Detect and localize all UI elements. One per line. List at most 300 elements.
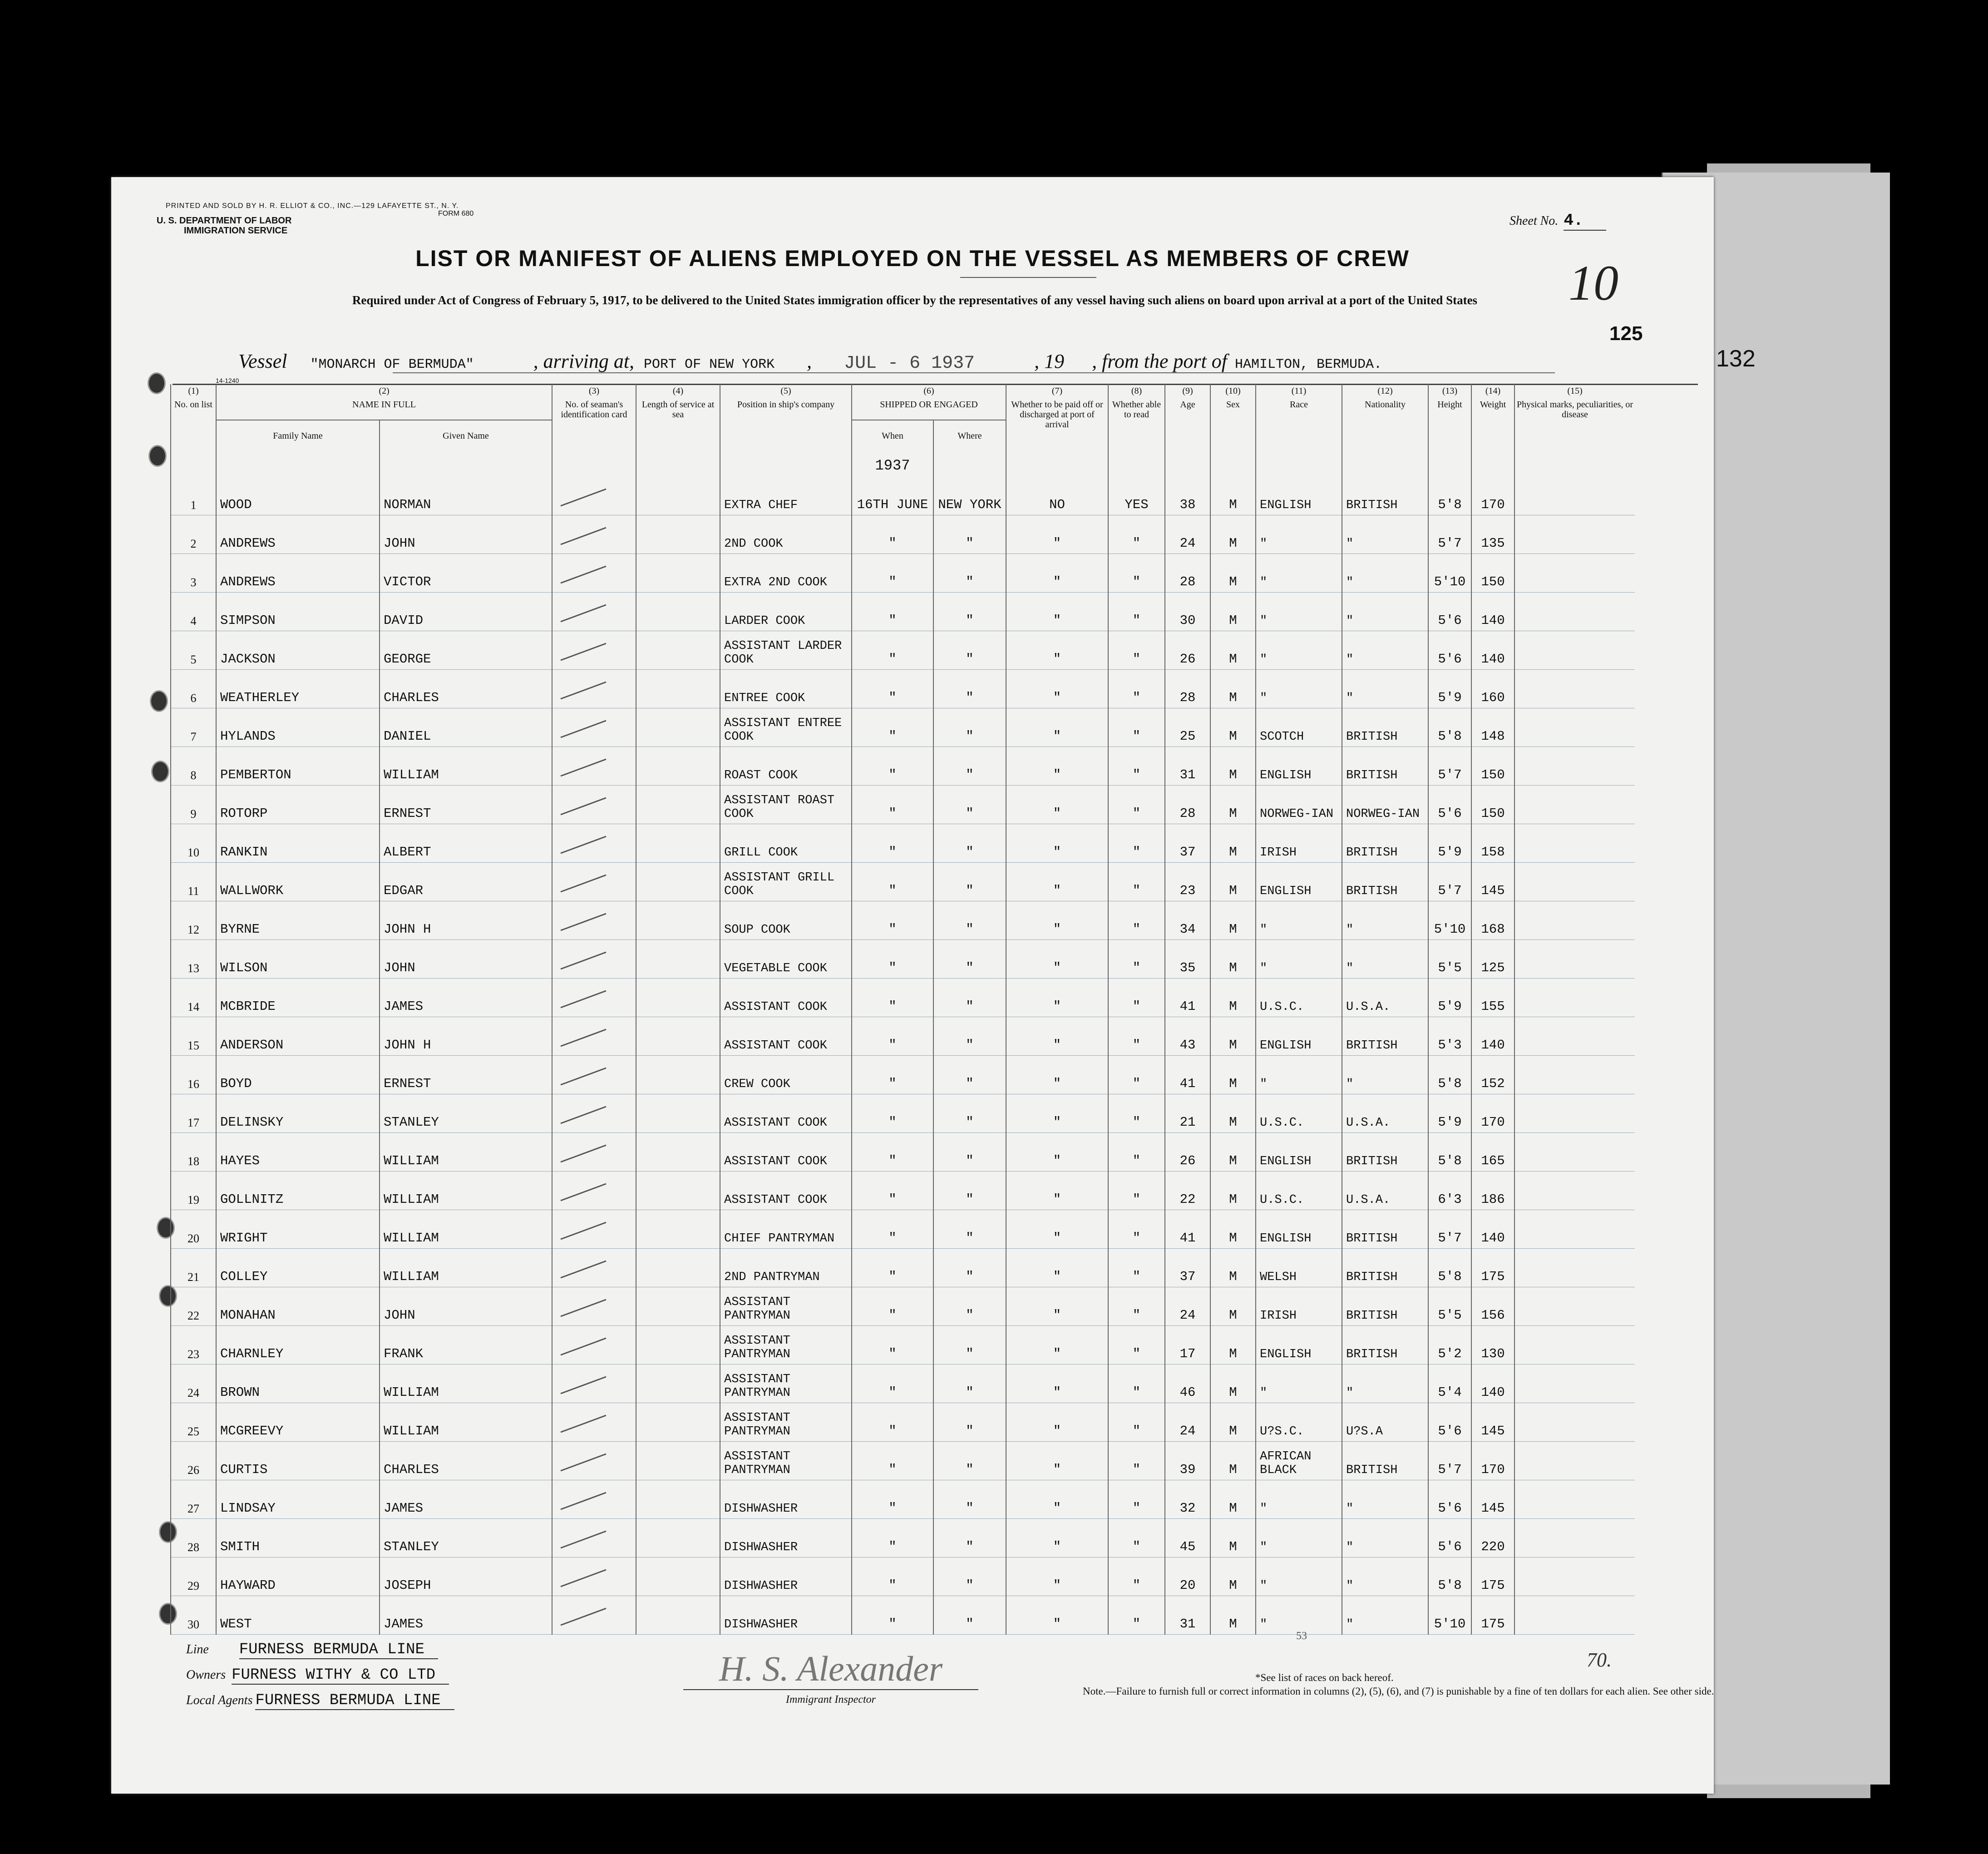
race-cell: U.S.C. bbox=[1256, 979, 1342, 1017]
sex-cell: M bbox=[1210, 1210, 1256, 1249]
able-read-cell: " bbox=[1108, 708, 1165, 747]
position-cell: ASSISTANT COOK bbox=[720, 979, 852, 1017]
physical-marks-cell bbox=[1514, 1326, 1635, 1365]
physical-marks-cell bbox=[1514, 477, 1635, 515]
given-name-cell: JOSEPH bbox=[380, 1557, 552, 1596]
check-mark-icon bbox=[556, 524, 611, 547]
agents-label: Local Agents bbox=[186, 1693, 253, 1707]
family-name-cell: ROTORP bbox=[216, 786, 380, 824]
check-mark-icon bbox=[556, 1296, 611, 1319]
length-service-header: Length of service at sea bbox=[636, 398, 720, 451]
race-cell: NORWEG-IAN bbox=[1256, 786, 1342, 824]
when-cell: " bbox=[852, 515, 933, 554]
position-cell: GRILL COOK bbox=[720, 824, 852, 863]
check-mark-icon bbox=[556, 485, 611, 508]
row-number-cell: 7 bbox=[171, 708, 216, 747]
age-cell: 24 bbox=[1165, 515, 1210, 554]
position-cell: DISHWASHER bbox=[720, 1557, 852, 1596]
crew-row bbox=[171, 979, 1635, 1017]
when-cell: " bbox=[852, 1596, 933, 1635]
able-read-cell: " bbox=[1108, 824, 1165, 863]
position-cell: EXTRA 2ND COOK bbox=[720, 554, 852, 593]
paid-off-cell: " bbox=[1006, 1519, 1108, 1557]
where-cell: " bbox=[933, 1172, 1006, 1210]
col-11-num: (11) bbox=[1256, 384, 1342, 398]
weight-cell: 130 bbox=[1471, 1326, 1514, 1365]
id-card-cell bbox=[552, 747, 636, 786]
height-header: Height bbox=[1428, 398, 1471, 451]
sex-cell: M bbox=[1210, 708, 1256, 747]
id-card-cell bbox=[552, 1519, 636, 1557]
when-cell: " bbox=[852, 1172, 933, 1210]
id-card-cell bbox=[552, 515, 636, 554]
where-cell: " bbox=[933, 554, 1006, 593]
row-number-cell: 4 bbox=[171, 593, 216, 631]
able-read-cell: " bbox=[1108, 1442, 1165, 1480]
crew-row bbox=[171, 1249, 1635, 1287]
printer-line: PRINTED AND SOLD BY H. R. ELLIOT & CO., INC.—129 LAFAYETTE ST., N. Y. bbox=[166, 202, 459, 210]
height-cell: 5'7 bbox=[1428, 1442, 1471, 1480]
height-cell: 5'6 bbox=[1428, 1519, 1471, 1557]
weight-cell: 140 bbox=[1471, 1017, 1514, 1056]
row-number-cell: 13 bbox=[171, 940, 216, 979]
family-name-cell: CURTIS bbox=[216, 1442, 380, 1480]
age-cell: 31 bbox=[1165, 747, 1210, 786]
check-mark-icon bbox=[556, 1566, 611, 1589]
position-cell: ASSISTANT COOK bbox=[720, 1017, 852, 1056]
height-cell: 5'9 bbox=[1428, 979, 1471, 1017]
weight-cell: 186 bbox=[1471, 1172, 1514, 1210]
row-number-cell: 3 bbox=[171, 554, 216, 593]
paid-off-cell: " bbox=[1006, 631, 1108, 670]
height-cell: 5'6 bbox=[1428, 631, 1471, 670]
paid-off-cell: " bbox=[1006, 1442, 1108, 1480]
weight-cell: 152 bbox=[1471, 1056, 1514, 1094]
age-cell: 28 bbox=[1165, 670, 1210, 708]
family-name-cell: SMITH bbox=[216, 1519, 380, 1557]
physical-marks-cell bbox=[1514, 1519, 1635, 1557]
year-value: 1937 bbox=[852, 451, 933, 477]
length-service-cell bbox=[636, 1519, 720, 1557]
crew-row bbox=[171, 554, 1635, 593]
race-cell: ENGLISH bbox=[1256, 1133, 1342, 1172]
able-read-cell: " bbox=[1108, 593, 1165, 631]
able-read-cell: " bbox=[1108, 515, 1165, 554]
family-name-cell: HAYES bbox=[216, 1133, 380, 1172]
when-cell: 16TH JUNE bbox=[852, 477, 933, 515]
family-name-cell: ANDREWS bbox=[216, 554, 380, 593]
given-name-cell: ERNEST bbox=[380, 786, 552, 824]
family-name-cell: WOOD bbox=[216, 477, 380, 515]
footnote-block bbox=[1083, 1671, 1764, 1698]
col-4-num: (4) bbox=[636, 384, 720, 398]
height-cell: 5'8 bbox=[1428, 1249, 1471, 1287]
id-card-cell bbox=[552, 708, 636, 747]
paid-off-cell: " bbox=[1006, 1056, 1108, 1094]
sex-cell: M bbox=[1210, 1094, 1256, 1133]
crew-row bbox=[171, 670, 1635, 708]
sex-cell: M bbox=[1210, 1133, 1256, 1172]
nationality-cell: BRITISH bbox=[1342, 1210, 1428, 1249]
footer-block bbox=[186, 1637, 454, 1713]
id-card-cell bbox=[552, 554, 636, 593]
paid-off-cell: " bbox=[1006, 515, 1108, 554]
height-cell: 5'10 bbox=[1428, 1596, 1471, 1635]
weight-cell: 160 bbox=[1471, 670, 1514, 708]
family-name-cell: GOLLNITZ bbox=[216, 1172, 380, 1210]
physical-marks-cell bbox=[1514, 1480, 1635, 1519]
inspector-signature: H. S. Alexander bbox=[683, 1648, 978, 1690]
weight-cell: 170 bbox=[1471, 477, 1514, 515]
able-read-cell: " bbox=[1108, 1133, 1165, 1172]
nationality-cell: BRITISH bbox=[1342, 477, 1428, 515]
nationality-cell: " bbox=[1342, 901, 1428, 940]
id-card-cell bbox=[552, 863, 636, 901]
age-cell: 24 bbox=[1165, 1403, 1210, 1442]
race-cell: " bbox=[1256, 515, 1342, 554]
departure-port: HAMILTON, BERMUDA. bbox=[1234, 357, 1382, 372]
age-cell: 41 bbox=[1165, 1056, 1210, 1094]
row-number-cell: 14 bbox=[171, 979, 216, 1017]
length-service-cell bbox=[636, 1133, 720, 1172]
id-card-cell bbox=[552, 1133, 636, 1172]
height-cell: 5'10 bbox=[1428, 554, 1471, 593]
paid-off-cell: " bbox=[1006, 863, 1108, 901]
position-cell: 2ND PANTRYMAN bbox=[720, 1249, 852, 1287]
col-1-num: (1) bbox=[171, 384, 216, 398]
physical-marks-cell bbox=[1514, 708, 1635, 747]
height-cell: 5'7 bbox=[1428, 1210, 1471, 1249]
length-service-cell bbox=[636, 631, 720, 670]
sex-cell: M bbox=[1210, 979, 1256, 1017]
check-mark-icon bbox=[556, 910, 611, 933]
race-cell: " bbox=[1256, 1365, 1342, 1403]
family-name-cell: BOYD bbox=[216, 1056, 380, 1094]
sex-cell: M bbox=[1210, 515, 1256, 554]
family-name-cell: BROWN bbox=[216, 1365, 380, 1403]
when-cell: " bbox=[852, 1056, 933, 1094]
nationality-cell: NORWEG-IAN bbox=[1342, 786, 1428, 824]
sex-cell: M bbox=[1210, 1442, 1256, 1480]
sex-cell: M bbox=[1210, 1596, 1256, 1635]
length-service-cell bbox=[636, 670, 720, 708]
where-cell: " bbox=[933, 1287, 1006, 1326]
where-cell: " bbox=[933, 1442, 1006, 1480]
age-header: Age bbox=[1165, 398, 1210, 451]
nationality-cell: " bbox=[1342, 515, 1428, 554]
check-mark-icon bbox=[556, 563, 611, 585]
paid-off-cell: " bbox=[1006, 901, 1108, 940]
length-service-cell bbox=[636, 708, 720, 747]
binder-hole bbox=[151, 761, 169, 782]
height-cell: 5'3 bbox=[1428, 1017, 1471, 1056]
family-name-cell: BYRNE bbox=[216, 901, 380, 940]
height-cell: 5'7 bbox=[1428, 747, 1471, 786]
family-name-cell: ANDREWS bbox=[216, 515, 380, 554]
race-cell: " bbox=[1256, 1557, 1342, 1596]
physical-marks-cell bbox=[1514, 940, 1635, 979]
shipped-engaged-header: SHIPPED OR ENGAGED bbox=[852, 398, 1006, 420]
weight-cell: 155 bbox=[1471, 979, 1514, 1017]
weight-cell: 220 bbox=[1471, 1519, 1514, 1557]
check-mark-icon bbox=[556, 640, 611, 662]
sheet-label: Sheet No. bbox=[1509, 214, 1559, 228]
race-cell: AFRICAN BLACK bbox=[1256, 1442, 1342, 1480]
where-cell: " bbox=[933, 1249, 1006, 1287]
family-name-cell: MCBRIDE bbox=[216, 979, 380, 1017]
sex-cell: M bbox=[1210, 747, 1256, 786]
physical-marks-cell bbox=[1514, 1172, 1635, 1210]
check-mark-icon bbox=[556, 1450, 611, 1473]
physical-marks-cell bbox=[1514, 747, 1635, 786]
margin-note-53: 53 bbox=[1296, 1630, 1307, 1642]
row-number-cell: 24 bbox=[171, 1365, 216, 1403]
when-cell: " bbox=[852, 824, 933, 863]
length-service-cell bbox=[636, 477, 720, 515]
row-number-cell: 28 bbox=[171, 1519, 216, 1557]
family-name-cell: WRIGHT bbox=[216, 1210, 380, 1249]
family-name-cell: DELINSKY bbox=[216, 1094, 380, 1133]
age-cell: 38 bbox=[1165, 477, 1210, 515]
family-name-cell: WEST bbox=[216, 1596, 380, 1635]
position-cell: ASSISTANT PANTRYMAN bbox=[720, 1365, 852, 1403]
nationality-cell: BRITISH bbox=[1342, 1133, 1428, 1172]
row-number-cell: 12 bbox=[171, 901, 216, 940]
height-cell: 5'9 bbox=[1428, 824, 1471, 863]
given-name-cell: JAMES bbox=[380, 1480, 552, 1519]
able-read-cell: " bbox=[1108, 1557, 1165, 1596]
where-cell: " bbox=[933, 1056, 1006, 1094]
position-cell: ASSISTANT COOK bbox=[720, 1133, 852, 1172]
paid-off-cell: " bbox=[1006, 554, 1108, 593]
able-read-cell: " bbox=[1108, 1249, 1165, 1287]
able-read-cell: " bbox=[1108, 670, 1165, 708]
physical-marks-cell bbox=[1514, 1287, 1635, 1326]
nationality-cell: BRITISH bbox=[1342, 708, 1428, 747]
form-number: FORM 680 bbox=[438, 210, 474, 218]
check-mark-icon bbox=[556, 678, 611, 701]
vessel-label: Vessel bbox=[238, 350, 287, 372]
nationality-cell: " bbox=[1342, 631, 1428, 670]
sex-cell: M bbox=[1210, 1056, 1256, 1094]
weight-cell: 140 bbox=[1471, 1365, 1514, 1403]
age-cell: 23 bbox=[1165, 863, 1210, 901]
age-cell: 25 bbox=[1165, 708, 1210, 747]
form-code: 14-1240 bbox=[216, 377, 239, 384]
row-number-cell: 6 bbox=[171, 670, 216, 708]
weight-cell: 170 bbox=[1471, 1094, 1514, 1133]
race-cell: IRISH bbox=[1256, 1287, 1342, 1326]
nationality-cell: BRITISH bbox=[1342, 1326, 1428, 1365]
check-mark-icon bbox=[556, 1219, 611, 1241]
agents-value: FURNESS BERMUDA LINE bbox=[255, 1692, 454, 1710]
able-read-header: Whether able to read bbox=[1108, 398, 1165, 451]
nationality-cell: U.S.A. bbox=[1342, 979, 1428, 1017]
given-name-cell: WILLIAM bbox=[380, 1365, 552, 1403]
physical-marks-header: Physical marks, peculiarities, or disease bbox=[1514, 398, 1635, 451]
sex-cell: M bbox=[1210, 940, 1256, 979]
position-cell: SOUP COOK bbox=[720, 901, 852, 940]
crew-rows bbox=[171, 451, 1635, 1635]
race-cell: ENGLISH bbox=[1256, 747, 1342, 786]
position-cell: ASSISTANT GRILL COOK bbox=[720, 863, 852, 901]
margin-note-70: 70. bbox=[1587, 1649, 1612, 1671]
paid-off-cell: " bbox=[1006, 1133, 1108, 1172]
check-mark-icon bbox=[556, 1528, 611, 1550]
where-cell: " bbox=[933, 863, 1006, 901]
row-number-cell: 10 bbox=[171, 824, 216, 863]
nationality-cell: BRITISH bbox=[1342, 1442, 1428, 1480]
weight-cell: 145 bbox=[1471, 1403, 1514, 1442]
when-cell: " bbox=[852, 554, 933, 593]
crew-row bbox=[171, 1172, 1635, 1210]
age-cell: 32 bbox=[1165, 1480, 1210, 1519]
length-service-cell bbox=[636, 979, 720, 1017]
check-mark-icon bbox=[556, 949, 611, 971]
physical-marks-cell bbox=[1514, 1596, 1635, 1635]
sex-cell: M bbox=[1210, 670, 1256, 708]
paid-off-cell: " bbox=[1006, 1326, 1108, 1365]
given-name-cell: JOHN H bbox=[380, 901, 552, 940]
id-card-header: No. of seaman's identification card bbox=[552, 398, 636, 451]
able-read-cell: " bbox=[1108, 1403, 1165, 1442]
no-on-list-header: No. on list bbox=[171, 398, 216, 451]
height-cell: 5'4 bbox=[1428, 1365, 1471, 1403]
given-name-cell: JOHN bbox=[380, 940, 552, 979]
nationality-cell: " bbox=[1342, 1596, 1428, 1635]
physical-marks-cell bbox=[1514, 1210, 1635, 1249]
row-number-cell: 16 bbox=[171, 1056, 216, 1094]
paid-off-cell: " bbox=[1006, 1557, 1108, 1596]
row-number-cell: 1 bbox=[171, 477, 216, 515]
race-cell: " bbox=[1256, 554, 1342, 593]
race-cell: " bbox=[1256, 1519, 1342, 1557]
crew-row bbox=[171, 1056, 1635, 1094]
given-name-cell: WILLIAM bbox=[380, 1210, 552, 1249]
able-read-cell: " bbox=[1108, 554, 1165, 593]
row-number-cell: 23 bbox=[171, 1326, 216, 1365]
age-cell: 20 bbox=[1165, 1557, 1210, 1596]
race-cell: IRISH bbox=[1256, 824, 1342, 863]
vessel-name: "MONARCH OF BERMUDA" bbox=[310, 357, 474, 372]
col-12-num: (12) bbox=[1342, 384, 1428, 398]
position-cell: ASSISTANT PANTRYMAN bbox=[720, 1287, 852, 1326]
crew-row bbox=[171, 1480, 1635, 1519]
race-cell: U.S.C. bbox=[1256, 1172, 1342, 1210]
col-7-num: (7) bbox=[1006, 384, 1108, 398]
where-cell: " bbox=[933, 631, 1006, 670]
paid-off-cell: " bbox=[1006, 747, 1108, 786]
where-cell: " bbox=[933, 593, 1006, 631]
row-number-cell: 20 bbox=[171, 1210, 216, 1249]
where-cell: " bbox=[933, 1094, 1006, 1133]
physical-marks-cell bbox=[1514, 554, 1635, 593]
physical-marks-cell bbox=[1514, 1017, 1635, 1056]
given-name-cell: WILLIAM bbox=[380, 1133, 552, 1172]
position-cell: ASSISTANT PANTRYMAN bbox=[720, 1403, 852, 1442]
height-cell: 5'7 bbox=[1428, 515, 1471, 554]
family-name-cell: WEATHERLEY bbox=[216, 670, 380, 708]
id-card-cell bbox=[552, 979, 636, 1017]
given-name-cell: DANIEL bbox=[380, 708, 552, 747]
age-cell: 22 bbox=[1165, 1172, 1210, 1210]
length-service-cell bbox=[636, 1094, 720, 1133]
weight-cell: 175 bbox=[1471, 1249, 1514, 1287]
height-cell: 5'8 bbox=[1428, 1557, 1471, 1596]
col-8-num: (8) bbox=[1108, 384, 1165, 398]
position-header: Position in ship's company bbox=[720, 398, 852, 451]
length-service-cell bbox=[636, 1480, 720, 1519]
given-name-cell: JAMES bbox=[380, 1596, 552, 1635]
page-subtitle: Required under Act of Congress of February 5, 1917, to be delivered to the United States immigration officer by the representatives of any vessel having such aliens on board upon arrival at a port of the United States bbox=[352, 293, 1478, 307]
sex-cell: M bbox=[1210, 863, 1256, 901]
family-name-cell: HAYWARD bbox=[216, 1557, 380, 1596]
id-card-cell bbox=[552, 1557, 636, 1596]
physical-marks-cell bbox=[1514, 515, 1635, 554]
inspector-caption: Immigrant Inspector bbox=[786, 1694, 876, 1706]
when-cell: " bbox=[852, 940, 933, 979]
handwritten-number: 10 bbox=[1569, 255, 1618, 311]
able-read-cell: YES bbox=[1108, 477, 1165, 515]
crew-row bbox=[171, 1596, 1635, 1635]
position-cell: ASSISTANT LARDER COOK bbox=[720, 631, 852, 670]
line-label: Line bbox=[186, 1642, 209, 1656]
id-card-cell bbox=[552, 1017, 636, 1056]
check-mark-icon bbox=[556, 1335, 611, 1357]
when-cell: " bbox=[852, 1210, 933, 1249]
weight-cell: 165 bbox=[1471, 1133, 1514, 1172]
physical-marks-cell bbox=[1514, 670, 1635, 708]
nationality-cell: BRITISH bbox=[1342, 824, 1428, 863]
id-card-cell bbox=[552, 940, 636, 979]
row-number-cell: 18 bbox=[171, 1133, 216, 1172]
race-cell: SCOTCH bbox=[1256, 708, 1342, 747]
physical-marks-cell bbox=[1514, 863, 1635, 901]
length-service-cell bbox=[636, 1403, 720, 1442]
crew-row bbox=[171, 747, 1635, 786]
physical-marks-cell bbox=[1514, 1094, 1635, 1133]
paid-off-cell: " bbox=[1006, 824, 1108, 863]
side-page-number: 132 bbox=[1716, 346, 1756, 372]
weight-cell: 150 bbox=[1471, 747, 1514, 786]
when-cell: " bbox=[852, 1519, 933, 1557]
height-cell: 5'5 bbox=[1428, 1287, 1471, 1326]
height-cell: 5'7 bbox=[1428, 863, 1471, 901]
id-card-cell bbox=[552, 1326, 636, 1365]
nationality-cell: U?S.A bbox=[1342, 1403, 1428, 1442]
paid-off-cell: " bbox=[1006, 1403, 1108, 1442]
position-cell: ENTREE COOK bbox=[720, 670, 852, 708]
sex-cell: M bbox=[1210, 554, 1256, 593]
given-name-cell: FRANK bbox=[380, 1326, 552, 1365]
paid-off-cell: " bbox=[1006, 1210, 1108, 1249]
when-cell: " bbox=[852, 1133, 933, 1172]
given-name-header: Given Name bbox=[380, 420, 552, 451]
weight-cell: 125 bbox=[1471, 940, 1514, 979]
col-14-num: (14) bbox=[1471, 384, 1514, 398]
paid-off-cell: NO bbox=[1006, 477, 1108, 515]
when-cell: " bbox=[852, 670, 933, 708]
height-cell: 5'10 bbox=[1428, 901, 1471, 940]
sex-cell: M bbox=[1210, 1365, 1256, 1403]
height-cell: 5'9 bbox=[1428, 670, 1471, 708]
check-mark-icon bbox=[556, 833, 611, 855]
where-cell: " bbox=[933, 1403, 1006, 1442]
where-cell: " bbox=[933, 1133, 1006, 1172]
where-cell: " bbox=[933, 1557, 1006, 1596]
vessel-underline bbox=[393, 372, 1555, 373]
check-mark-icon bbox=[556, 1180, 611, 1203]
